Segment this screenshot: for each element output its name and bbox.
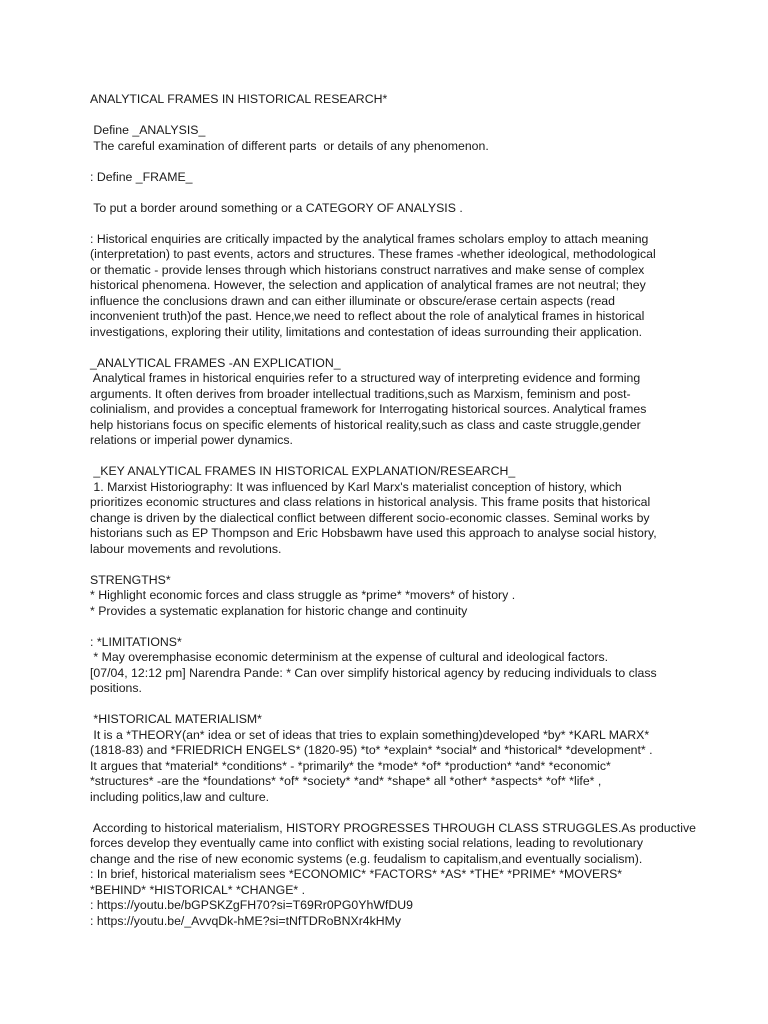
intro-paragraph-line: or thematic - provide lenses through which historians construct narratives and make sense of complex	[90, 262, 645, 277]
explication-line: arguments. It often derives from broader intellectual traditions,such as Marxism, feminism and post-	[90, 386, 631, 401]
key-frames-line: prioritizes economic structures and class relations in historical analysis. This frame posits that historical	[90, 495, 651, 509]
key-frames-line: historians such as EP Thompson and Eric Hobsbawm have used this approach to analyse social history,	[90, 526, 657, 540]
strengths-item: * Provides a systematic explanation for historic change and continuity	[90, 603, 468, 618]
historical-materialism-heading: *HISTORICAL MATERIALISM*	[90, 712, 262, 726]
historical-materialism-line: *structures* -are the *foundations* *of* *society* *and* *shape* all *other* *aspects* *of* *life* ,	[90, 774, 602, 788]
spacer	[90, 185, 690, 201]
key-frames-line: 1. Marxist Historiography: It was influenced by Karl Marx's materialist conception of history, which	[90, 479, 622, 494]
explication-line: Analytical frames in historical enquiries refer to a structured way of interpreting evidence and forming	[90, 371, 641, 385]
intro-paragraph-line: investigations, exploring their utility, limitations and contestation of ideas surrounding their application.	[90, 324, 643, 339]
spacer	[90, 340, 690, 356]
intro-paragraph-line: inconvenient truth)of the past. Hence,we need to reflect about the role of analytical frames in historical	[90, 309, 645, 323]
youtube-link[interactable]: : https://youtu.be/bGPSKZgFH70?si=T69Rr0PG0YhWfDU9	[90, 898, 413, 912]
historical-materialism-line: It is a *THEORY(an* idea or set of ideas that tries to explain something)developed *by* *KARL MARX*	[90, 727, 650, 742]
spacer	[90, 449, 690, 465]
limitations-item: positions.	[90, 681, 142, 695]
key-frames-line: change is driven by the dialectical conflict between different socio-economic classes. Seminal works by	[90, 510, 650, 525]
document-page	[90, 92, 696, 929]
key-frames-heading: _KEY ANALYTICAL FRAMES IN HISTORICAL EXPLANATION/RESEARCH_	[90, 464, 516, 478]
strengths-item: * Highlight economic forces and class struggle as *prime* *movers* of history .	[90, 588, 516, 602]
limitations-item: * May overemphasise economic determinism at the expense of cultural and ideological factors.	[90, 650, 609, 664]
youtube-link[interactable]: : https://youtu.be/_AvvqDk-hME?si=tNfTDRoBNXr4kHMy	[90, 913, 402, 928]
define-frame-heading: : Define _FRAME_	[90, 169, 193, 184]
explication-line: help historians focus on specific elements of historical reality,such as class and caste struggle,gender	[90, 417, 641, 432]
intro-paragraph-line: influence the conclusions drawn and can either illuminate or obscure/erase certain aspects (read	[90, 293, 615, 308]
define-analysis-text: The careful examination of different parts or details of any phenomenon.	[90, 138, 489, 153]
historical-materialism-line: (1818-83) and *FRIEDRICH ENGELS* (1820-95) *to* *explain* *social* and *historical* *development* .	[90, 743, 653, 757]
intro-paragraph-line: (interpretation) to past events, actors and structures. These frames -whether ideological, methodological	[90, 247, 656, 261]
intro-paragraph-line: : Historical enquiries are critically impacted by the analytical frames scholars employ to attach meaning	[90, 231, 649, 246]
spacer	[90, 619, 690, 635]
explication-line: colinialism, and provides a conceptual framework for Interrogating historical sources. Analytical frames	[90, 402, 647, 416]
class-struggle-line: forces develop they eventually came into conflict with existing social relations, leading to revolutionary	[90, 836, 643, 850]
key-frames-line: labour movements and revolutions.	[90, 541, 282, 556]
spacer	[90, 154, 690, 170]
strengths-heading: STRENGTHS*	[90, 572, 171, 587]
class-struggle-line: change and the rise of new economic systems (e.g. feudalism to capitalism,and eventually socialism).	[90, 851, 643, 866]
limitations-heading: : *LIMITATIONS*	[90, 634, 182, 649]
explication-line: relations or imperial power dynamics.	[90, 433, 293, 447]
class-struggle-line: : In brief, historical materialism sees *ECONOMIC* *FACTORS* *AS* *THE* *PRIME* *MOVERS*	[90, 867, 623, 881]
intro-paragraph-line: historical phenomena. However, the selection and application of analytical frames are not neutral; they	[90, 278, 646, 292]
define-analysis-heading: Define _ANALYSIS_	[90, 123, 206, 137]
class-struggle-line: According to historical materialism, HISTORY PROGRESSES THROUGH CLASS STRUGGLES.As productive	[90, 820, 696, 835]
class-struggle-line: *BEHIND* *HISTORICAL* *CHANGE* .	[90, 882, 306, 897]
spacer	[90, 697, 690, 713]
spacer	[90, 108, 690, 124]
limitations-item: [07/04, 12:12 pm] Narendra Pande: * Can over simplify historical agency by reducing individuals to class	[90, 665, 657, 680]
explication-heading: _ANALYTICAL FRAMES -AN EXPLICATION_	[90, 355, 341, 370]
define-frame-text: To put a border around something or a CATEGORY OF ANALYSIS .	[90, 200, 463, 215]
spacer	[90, 557, 690, 573]
spacer	[90, 216, 690, 232]
spacer	[90, 805, 690, 821]
historical-materialism-line: including politics,law and culture.	[90, 789, 270, 804]
document-title: ANALYTICAL FRAMES IN HISTORICAL RESEARCH*	[90, 92, 388, 106]
historical-materialism-line: It argues that *material* *conditions* - *primarily* the *mode* *of* *production* *and* *economic*	[90, 758, 611, 773]
